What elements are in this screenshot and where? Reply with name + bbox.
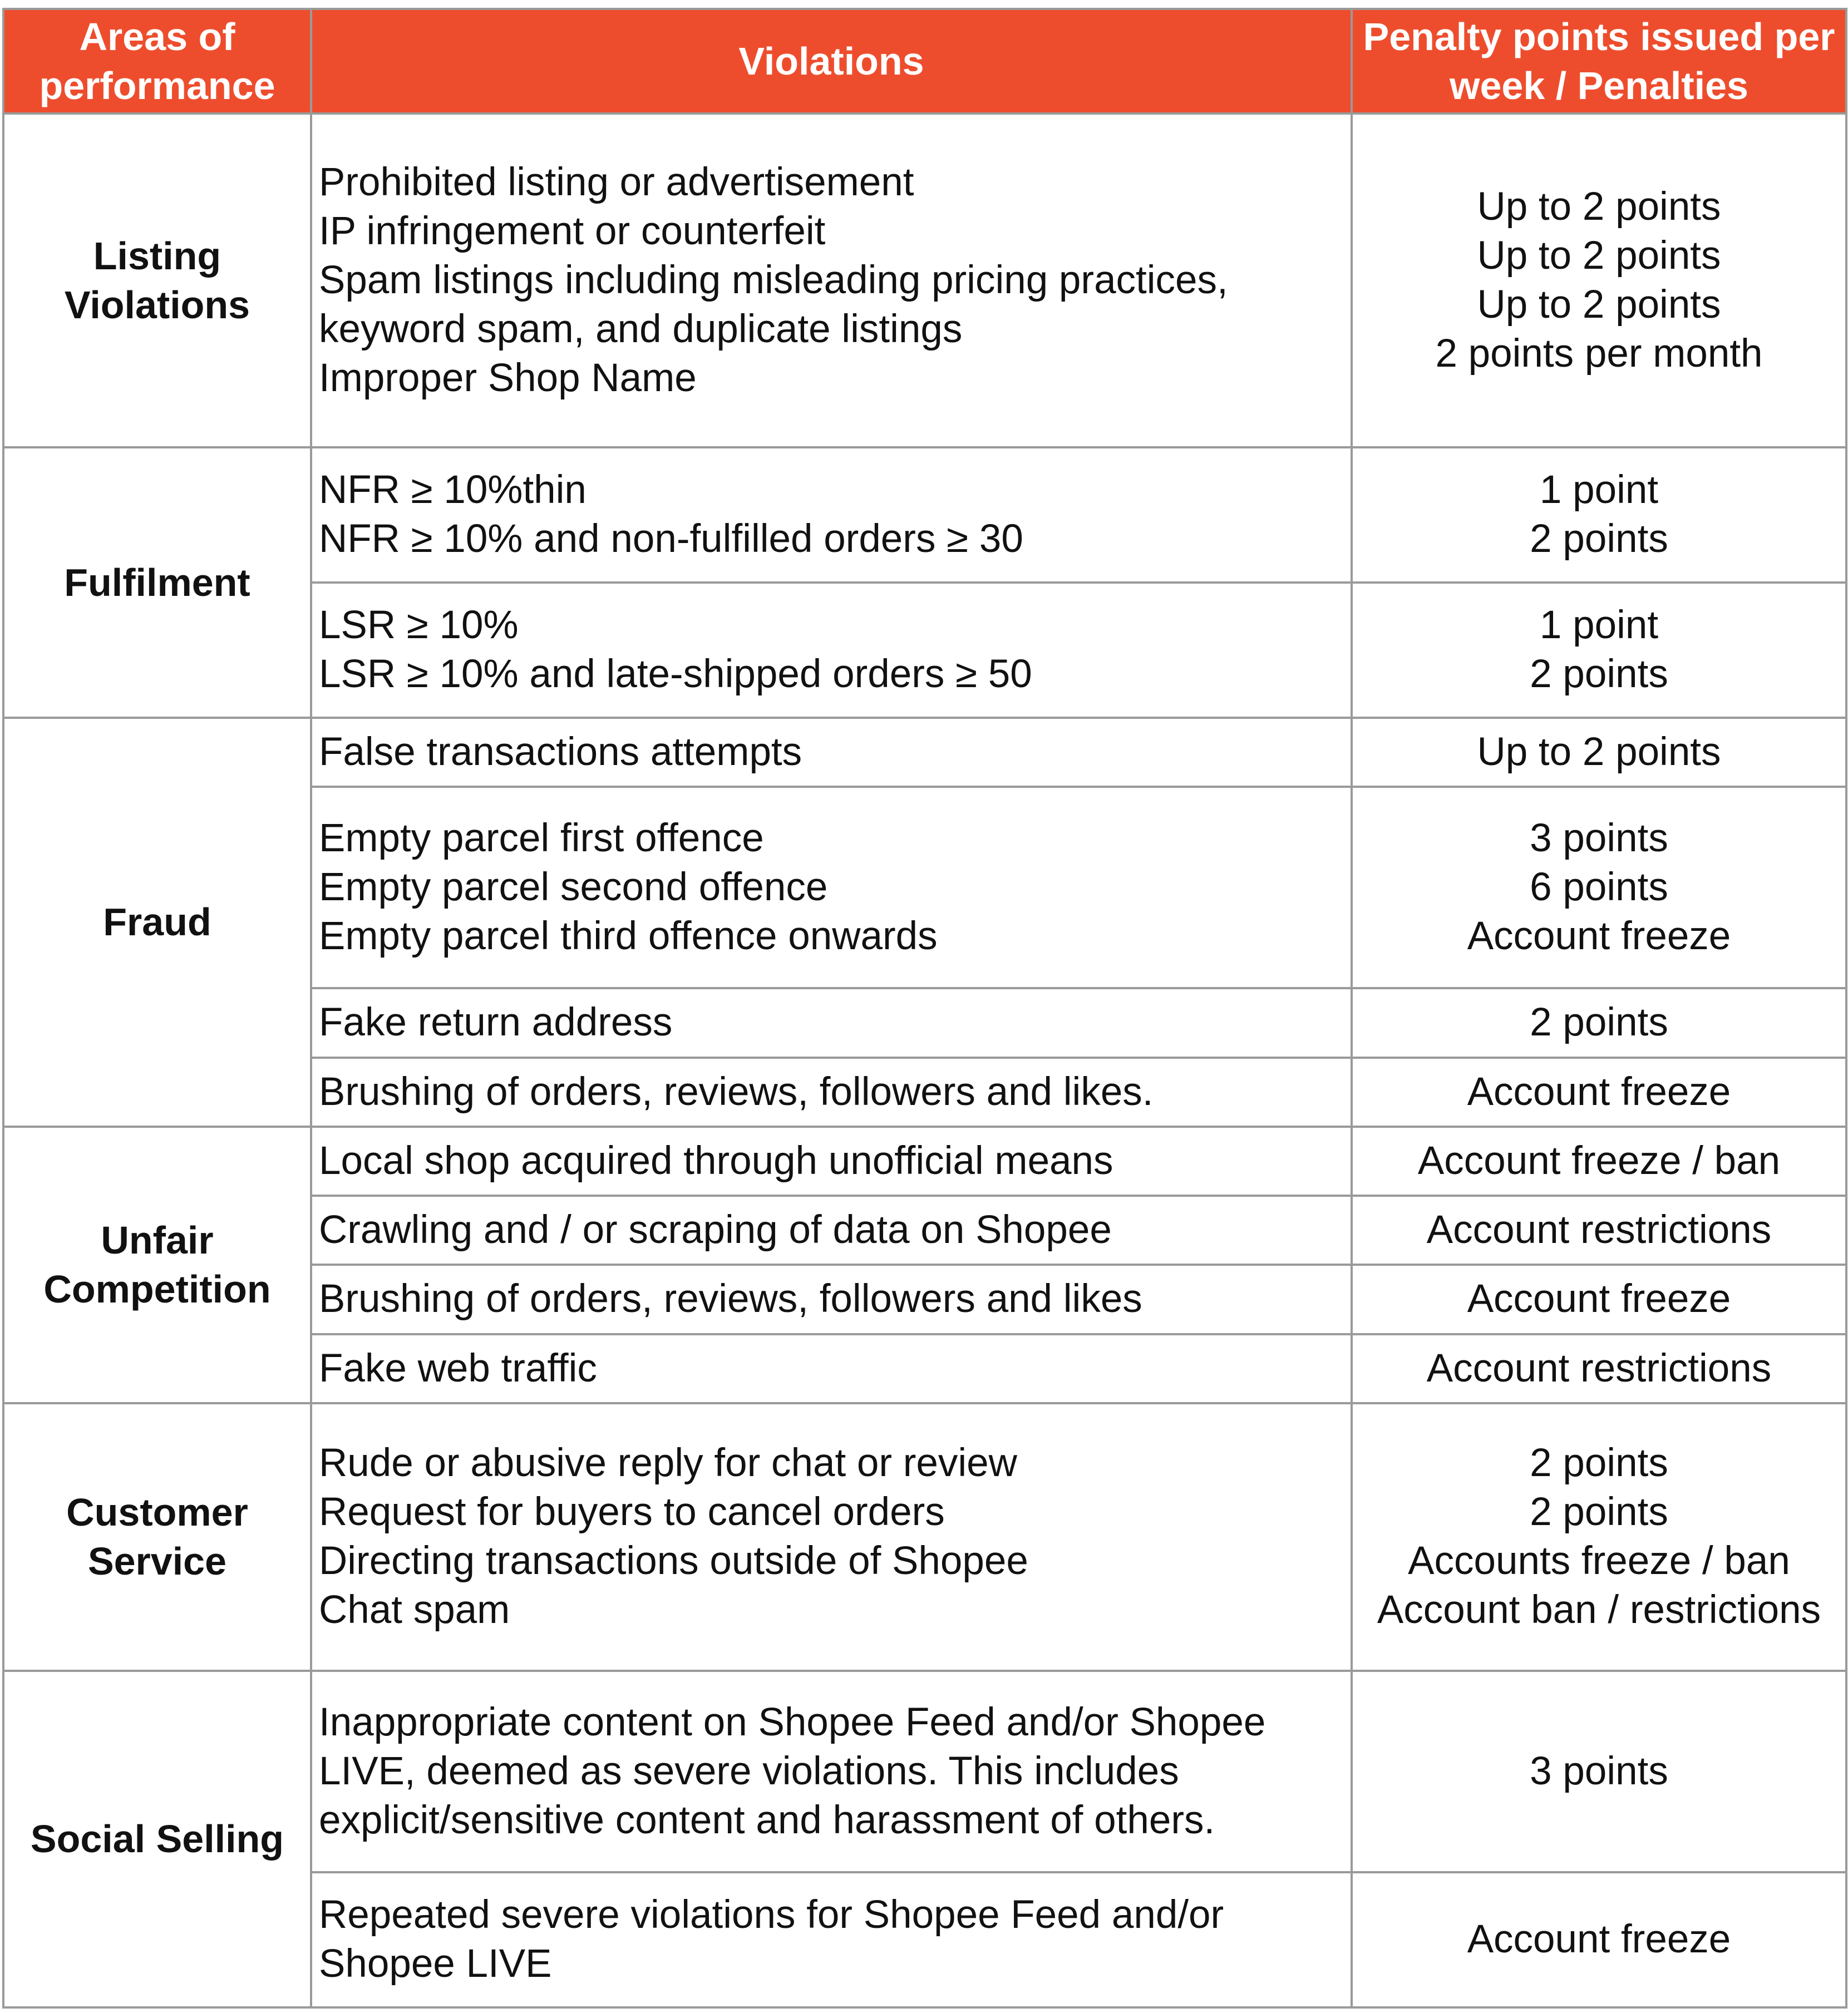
area-label-line: Fulfilment bbox=[64, 560, 250, 604]
header-penalty-line-2: week / Penalties bbox=[1450, 64, 1748, 107]
penalty-text: Account freeze bbox=[1467, 914, 1731, 959]
table-row bbox=[3, 1127, 1846, 1196]
violation-text: False transactions attempts bbox=[319, 730, 802, 774]
penalty-text: 2 points bbox=[1530, 1441, 1668, 1486]
penalty-text: 2 points per month bbox=[1435, 331, 1763, 376]
penalty-text: Up to 2 points bbox=[1477, 282, 1721, 327]
penalty-text: 6 points bbox=[1530, 865, 1668, 910]
table-row bbox=[3, 1671, 1846, 1872]
violation-text: Improper Shop Name bbox=[319, 356, 697, 400]
violation-text: IP infringement or counterfeit bbox=[319, 209, 826, 253]
penalty-text: 3 points bbox=[1530, 816, 1668, 861]
area-label-line: Fraud bbox=[103, 900, 211, 944]
penalty-cell bbox=[1352, 787, 1846, 988]
violation-text: Fake web traffic bbox=[319, 1346, 597, 1390]
violation-text: Request for buyers to cancel orders bbox=[319, 1490, 945, 1535]
violation-text: Brushing of orders, reviews, followers and likes bbox=[319, 1277, 1142, 1321]
penalty-table bbox=[2, 8, 1847, 2009]
area-label-line: Customer bbox=[66, 1491, 248, 1535]
violation-text: Prohibited listing or advertisement bbox=[319, 160, 914, 204]
violations-cell bbox=[311, 1671, 1352, 1872]
table-row bbox=[3, 1403, 1846, 1671]
area-label-line: Service bbox=[87, 1540, 227, 1583]
violation-text: Chat spam bbox=[319, 1588, 510, 1632]
violations-cell bbox=[311, 787, 1352, 988]
violation-text: explicit/sensitive content and harassment of others. bbox=[319, 1798, 1215, 1842]
penalty-text: Account restrictions bbox=[1426, 1346, 1772, 1390]
penalty-text: 1 point bbox=[1539, 468, 1659, 512]
penalty-text: Account freeze bbox=[1467, 1917, 1731, 1962]
violation-text: keyword spam, and duplicate listings bbox=[319, 307, 963, 351]
area-label-line: Competition bbox=[43, 1267, 271, 1311]
violation-text: Shopee LIVE bbox=[319, 1942, 552, 1986]
violations-cell bbox=[311, 718, 1352, 787]
penalty-cell bbox=[1352, 988, 1846, 1057]
violation-text: Spam listings including misleading pricing practices, bbox=[319, 258, 1228, 302]
table-row bbox=[3, 718, 1846, 787]
area-cell bbox=[3, 718, 311, 1127]
area-label-line: Social Selling bbox=[30, 1817, 284, 1861]
penalty-text: Account freeze bbox=[1467, 1069, 1731, 1114]
violation-text: Brushing of orders, reviews, followers and likes. bbox=[319, 1069, 1154, 1114]
penalty-cell bbox=[1352, 1403, 1846, 1671]
violations-cell bbox=[311, 583, 1352, 718]
violation-text: Local shop acquired through unofficial means bbox=[319, 1138, 1113, 1183]
table-header bbox=[3, 9, 1846, 114]
violations-cell bbox=[311, 1265, 1352, 1334]
penalty-text: 2 points bbox=[1530, 1490, 1668, 1535]
penalty-text: 2 points bbox=[1530, 517, 1668, 561]
penalty-cell bbox=[1352, 1671, 1846, 1872]
header-areas bbox=[3, 9, 311, 114]
penalty-cell bbox=[1352, 1334, 1846, 1403]
table-body bbox=[3, 114, 1846, 2007]
penalty-text: Accounts freeze / ban bbox=[1408, 1539, 1790, 1583]
penalty-text: 2 points bbox=[1530, 1000, 1668, 1045]
penalty-text: Up to 2 points bbox=[1477, 233, 1721, 278]
header-areas-line-2: performance bbox=[39, 64, 275, 107]
penalty-cell bbox=[1352, 1265, 1846, 1334]
violations-cell bbox=[311, 1403, 1352, 1671]
violation-text: NFR ≥ 10% and non-fulfilled orders ≥ 30 bbox=[319, 517, 1023, 561]
violations-cell bbox=[311, 1058, 1352, 1127]
penalty-cell bbox=[1352, 114, 1846, 447]
penalty-cell bbox=[1352, 1058, 1846, 1127]
violations-cell bbox=[311, 988, 1352, 1057]
penalty-text: 3 points bbox=[1530, 1749, 1668, 1793]
violations-cell bbox=[311, 1196, 1352, 1265]
violations-cell bbox=[311, 1334, 1352, 1403]
penalty-cell bbox=[1352, 1127, 1846, 1196]
header-penalty bbox=[1352, 9, 1846, 114]
penalty-text: Account ban / restrictions bbox=[1377, 1588, 1821, 1632]
penalty-text: Account restrictions bbox=[1426, 1208, 1772, 1252]
violations-cell bbox=[311, 1872, 1352, 2007]
header-penalty-line-1: Penalty points issued per bbox=[1363, 15, 1835, 58]
violation-text: Empty parcel second offence bbox=[319, 865, 828, 910]
penalty-text: Up to 2 points bbox=[1477, 730, 1721, 774]
violations-cell bbox=[311, 447, 1352, 583]
penalty-cell bbox=[1352, 1196, 1846, 1265]
violation-text: Inappropriate content on Shopee Feed and/or Shopee bbox=[319, 1700, 1266, 1744]
violations-cell bbox=[311, 114, 1352, 447]
penalty-text: Up to 2 points bbox=[1477, 184, 1721, 229]
violation-text: NFR ≥ 10%thin bbox=[319, 468, 587, 512]
violation-text: Crawling and / or scraping of data on Shopee bbox=[319, 1208, 1112, 1252]
penalty-cell bbox=[1352, 583, 1846, 718]
violations-cell bbox=[311, 1127, 1352, 1196]
violation-text: Repeated severe violations for Shopee Feed and/or bbox=[319, 1893, 1224, 1937]
penalty-cell bbox=[1352, 1872, 1846, 2007]
penalty-text: 2 points bbox=[1530, 652, 1668, 697]
area-label-line: Violations bbox=[64, 283, 250, 327]
area-label-line: Unfair bbox=[101, 1218, 214, 1262]
violation-text: LIVE, deemed as severe violations. This includes bbox=[319, 1749, 1179, 1793]
violation-text: Empty parcel third offence onwards bbox=[319, 914, 938, 959]
violation-text: LSR ≥ 10% bbox=[319, 603, 519, 648]
penalty-text: Account freeze / ban bbox=[1417, 1138, 1781, 1183]
penalty-cell bbox=[1352, 447, 1846, 583]
header-violations: Violations bbox=[311, 9, 1352, 114]
penalty-text: 1 point bbox=[1539, 603, 1659, 648]
header-areas-line-1: Areas of bbox=[79, 15, 235, 58]
violation-text: Rude or abusive reply for chat or review bbox=[319, 1441, 1017, 1486]
area-label-line: Listing bbox=[93, 234, 221, 278]
area-cell bbox=[3, 447, 311, 718]
penalty-text: Account freeze bbox=[1467, 1277, 1731, 1321]
table-row bbox=[3, 447, 1846, 583]
violation-text: Fake return address bbox=[319, 1000, 673, 1045]
area-cell bbox=[3, 1671, 311, 2007]
area-cell bbox=[3, 1403, 311, 1671]
penalty-cell bbox=[1352, 718, 1846, 787]
header-row bbox=[3, 9, 1846, 114]
area-cell bbox=[3, 1127, 311, 1403]
violation-text: Directing transactions outside of Shopee bbox=[319, 1539, 1028, 1583]
table-row bbox=[3, 114, 1846, 447]
violation-text: Empty parcel first offence bbox=[319, 816, 764, 861]
area-cell bbox=[3, 114, 311, 447]
violation-text: LSR ≥ 10% and late-shipped orders ≥ 50 bbox=[319, 652, 1032, 697]
